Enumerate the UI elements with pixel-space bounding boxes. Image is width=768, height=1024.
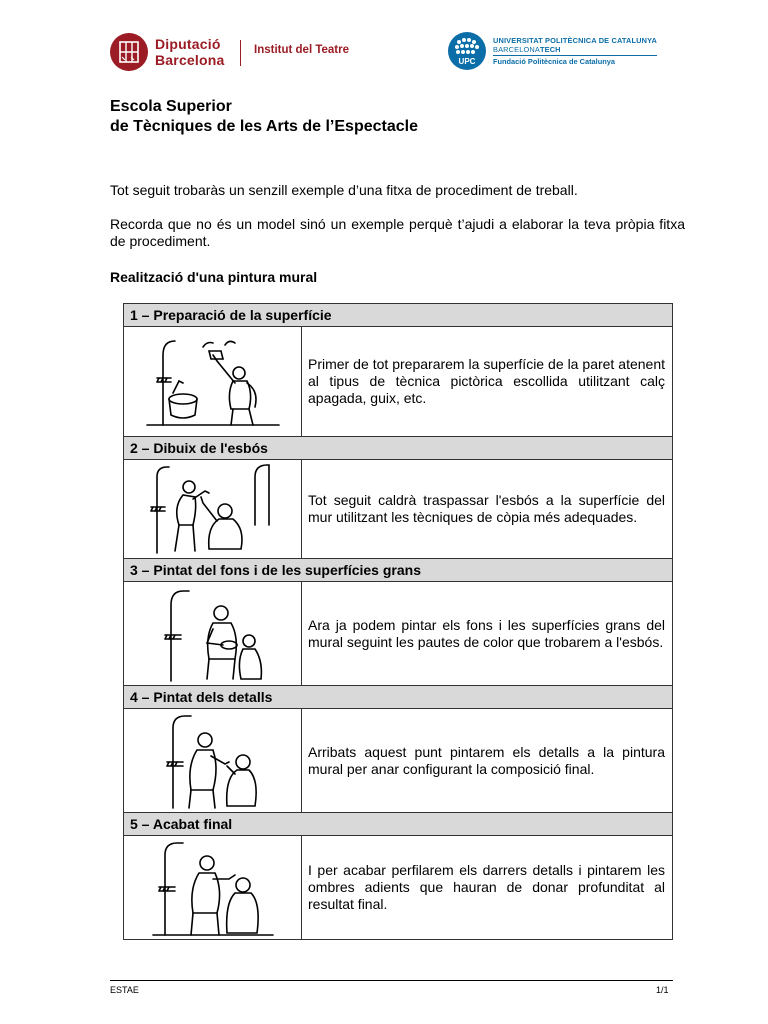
upc-badge-text: UPC [458, 57, 476, 66]
step-description: Tot seguit caldrà traspassar l'esbós a la superfície del mur utilitzant les tècniques de còpia més adequades. [302, 460, 673, 559]
worker-preparing-wall-illustration [143, 333, 283, 431]
step-description: Arribats aquest punt pintarem els detalls a la pintura mural per anar configurant la composició final. [302, 709, 673, 813]
step-row [124, 836, 673, 940]
school-title-line1: Escola Superior [110, 98, 232, 115]
step-illustration [124, 460, 302, 559]
sketch-transfer-illustration [143, 463, 283, 555]
step-header [124, 686, 673, 709]
step-row [124, 460, 673, 559]
step-header [124, 437, 673, 460]
institut-del-teatre-label: Institut del Teatre [254, 44, 349, 56]
diputacio-logo-text: Diputació Barcelona [155, 36, 225, 68]
footer-divider [110, 980, 673, 981]
procedure-subtitle: Realització d'una pintura mural [110, 269, 318, 285]
upc-title: UNIVERSITAT POLITÈCNICA DE CATALUNYA [493, 36, 658, 45]
step-description: Primer de tot prepararem la superfície de la paret atenent al tipus de tècnica pictòrica escollida utilitzant calç apagada, guix, etc. [302, 327, 673, 437]
upc-barcelonatech: BARCELONATECH [493, 45, 561, 54]
step-row [124, 709, 673, 813]
painting-details-illustration [143, 712, 283, 810]
step-title: 3 – Pintat del fons i de les superfícies grans [124, 559, 673, 582]
upc-fundacio: Fundació Politècnica de Catalunya [493, 57, 615, 66]
step-header [124, 559, 673, 582]
step-description: I per acabar perfilarem els darrers detalls i pintarem les ombres adients que hauran de donar profunditat al resultat final. [302, 836, 673, 940]
step-title: 5 – Acabat final [124, 813, 673, 836]
step-header [124, 813, 673, 836]
step-title: 1 – Preparació de la superfície [124, 304, 673, 327]
note-paragraph: Recorda que no és un model sinó un exemple perquè t’ajudi a elaborar la teva pròpia fitxa de procediment. [110, 216, 685, 249]
upc-divider [493, 55, 657, 56]
page-number: 1/1 [656, 985, 669, 995]
school-title-line2: de Tècniques de les Arts de l’Espectacle [110, 118, 418, 135]
painting-background-illustration [143, 585, 283, 683]
step-illustration [124, 836, 302, 940]
step-row [124, 582, 673, 686]
step-illustration [124, 582, 302, 686]
step-illustration [124, 709, 302, 813]
footer-left-label: ESTAE [110, 985, 139, 995]
intro-paragraph: Tot seguit trobaràs un senzill exemple d’una fitxa de procediment de treball. [110, 182, 578, 198]
step-header [124, 304, 673, 327]
upc-logo-icon [448, 32, 486, 70]
step-title: 2 – Dibuix de l'esbós [124, 437, 673, 460]
step-description: Ara ja podem pintar els fons i les superfícies grans del mural seguint les pautes de color que trobarem a l'esbós. [302, 582, 673, 686]
step-row [124, 327, 673, 437]
diputacio-logo-icon [110, 33, 148, 71]
logo-separator [240, 40, 241, 66]
step-illustration [124, 327, 302, 437]
procedure-table [123, 303, 673, 940]
step-title: 4 – Pintat dels detalls [124, 686, 673, 709]
final-finish-illustration [143, 839, 283, 937]
